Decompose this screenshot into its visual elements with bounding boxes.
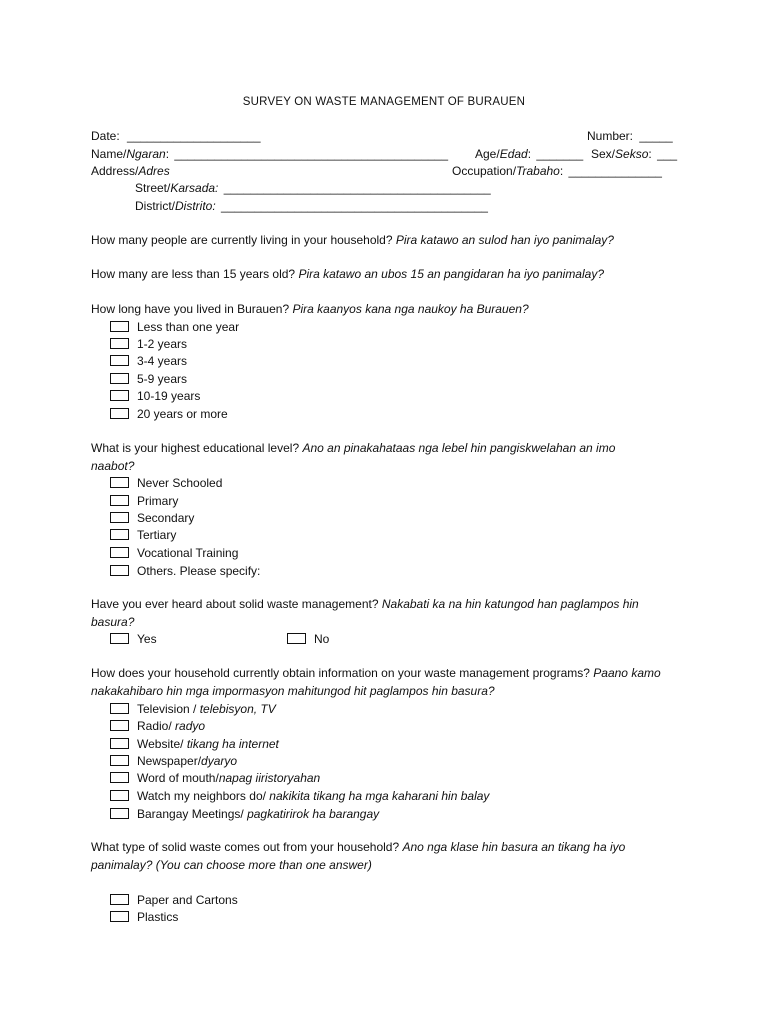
option-label: Paper and Cartons: [137, 893, 238, 907]
question-text-waray: Nakabati ka na hin katungod han paglampos hin basura?: [91, 597, 639, 629]
option-row[interactable]: [110, 493, 178, 509]
occupation-label-waray: Trabaho: [516, 164, 560, 178]
question-text: What type of solid waste comes out from your household?: [91, 840, 400, 854]
option-label: 3-4 years: [137, 354, 188, 368]
address-label-row: [91, 163, 170, 179]
question-education: [91, 440, 661, 475]
checkbox[interactable]: [110, 355, 129, 366]
question-under-15: [91, 266, 691, 284]
question-text-waray: Ano an pinakahataas nga lebel hin pangiskwelahan an imo naabot?: [91, 441, 616, 473]
option-label: Less than one year: [137, 320, 240, 334]
option-label: Primary: [137, 494, 179, 508]
option-label: 1-2 years: [137, 337, 188, 351]
option-label: Tertiary: [137, 528, 177, 542]
sex-label-waray: Sekso: [615, 147, 649, 161]
sex-colon: :: [648, 147, 652, 161]
option-row[interactable]: [110, 892, 238, 908]
option-label: Newspaper/: [137, 754, 202, 768]
option-label-waray: nakikita tikang ha mga kaharani hin balay: [269, 789, 490, 803]
option-label-waray: tikang ha internet: [186, 737, 279, 751]
option-row[interactable]: [110, 736, 279, 752]
age-colon: :: [527, 147, 532, 161]
checkbox[interactable]: [110, 565, 129, 576]
option-row[interactable]: [110, 319, 239, 335]
checkbox[interactable]: [110, 373, 129, 384]
age-field[interactable]: [475, 146, 583, 162]
checkbox[interactable]: [110, 755, 129, 766]
option-label-waray: radyo: [175, 719, 206, 733]
option-row[interactable]: [110, 527, 176, 543]
district-label-waray: Distrito:: [175, 199, 216, 213]
option-row[interactable]: [110, 701, 276, 717]
question-text-waray: Paano kamo nakakahibaro hin mga impormasyon mahitungod hit paglampos hin basura?: [91, 666, 661, 698]
occupation-label: Occupation/: [452, 164, 517, 178]
sex-blank: ___: [657, 147, 678, 161]
option-row[interactable]: [110, 545, 238, 561]
option-label: Vocational Training: [137, 546, 239, 560]
option-label-waray: pagkatirirok ha barangay: [247, 807, 380, 821]
option-label: Yes: [137, 632, 157, 646]
checkbox[interactable]: [110, 911, 129, 922]
name-field[interactable]: [91, 146, 448, 162]
option-label: Website/: [137, 737, 187, 751]
option-row[interactable]: [110, 806, 379, 822]
option-label: Never Schooled: [137, 476, 223, 490]
name-label-waray: Ngaran: [126, 147, 166, 161]
option-row[interactable]: [110, 563, 260, 579]
checkbox[interactable]: [110, 894, 129, 905]
district-field[interactable]: [135, 198, 488, 214]
question-years-lived: [91, 301, 691, 319]
option-row[interactable]: [110, 718, 205, 734]
option-row[interactable]: [110, 406, 228, 422]
checkbox[interactable]: [110, 477, 129, 488]
question-household-size: [91, 232, 691, 250]
checkbox[interactable]: [110, 512, 129, 523]
question-text: How long have you lived in Burauen?: [91, 302, 290, 316]
option-label: Secondary: [137, 511, 195, 525]
checkbox[interactable]: [110, 390, 129, 401]
age-blank: _______: [536, 147, 584, 161]
district-label: District/: [135, 199, 175, 213]
checkbox[interactable]: [110, 495, 129, 506]
option-row[interactable]: [110, 336, 187, 352]
checkbox[interactable]: [287, 633, 306, 644]
survey-title: SURVEY ON WASTE MANAGEMENT OF BURAUEN: [242, 96, 526, 108]
occupation-field[interactable]: [452, 163, 662, 179]
option-label-waray: napag iiristoryahan: [218, 771, 321, 785]
date-field[interactable]: [91, 128, 261, 144]
district-blank: ________________________________________: [221, 199, 488, 213]
checkbox[interactable]: [110, 790, 129, 801]
option-label: Television /: [137, 702, 200, 716]
option-label: Others. Please specify:: [137, 564, 261, 578]
option-label: Plastics: [137, 910, 179, 924]
option-label: Watch my neighbors do/: [137, 789, 270, 803]
question-text: How many are less than 15 years old?: [91, 267, 296, 281]
date-label: Date:: [91, 129, 120, 143]
street-field[interactable]: [135, 180, 491, 196]
option-row[interactable]: [110, 353, 187, 369]
option-row[interactable]: [110, 510, 194, 526]
question-text-waray: Pira kaanyos kana nga naukoy ha Burauen?: [292, 302, 529, 316]
option-row[interactable]: [110, 753, 237, 769]
checkbox[interactable]: [110, 633, 129, 644]
street-label: Street/: [135, 181, 171, 195]
checkbox[interactable]: [110, 547, 129, 558]
option-label: 5-9 years: [137, 372, 188, 386]
option-row[interactable]: [110, 388, 200, 404]
option-label: No: [314, 632, 330, 646]
option-no[interactable]: [287, 631, 329, 647]
number-field[interactable]: [587, 128, 673, 144]
checkbox[interactable]: [110, 408, 129, 419]
question-text: How many people are currently living in your household?: [91, 233, 393, 247]
option-label-waray: dyaryo: [201, 754, 238, 768]
sex-label: Sex/: [591, 147, 616, 161]
address-label: Address/: [91, 164, 139, 178]
sex-field[interactable]: [591, 146, 677, 162]
question-text: Have you ever heard about solid waste management?: [91, 597, 379, 611]
name-label: Name/: [91, 147, 127, 161]
option-label-waray: telebisyon, TV: [199, 702, 276, 716]
date-blank: ____________________: [127, 129, 261, 143]
question-waste-type: [91, 839, 671, 874]
checkbox[interactable]: [110, 808, 129, 819]
number-blank: _____: [639, 129, 673, 143]
option-yes[interactable]: [110, 631, 157, 647]
name-colon: :: [165, 147, 170, 161]
checkbox[interactable]: [110, 321, 129, 332]
option-row[interactable]: [110, 909, 178, 925]
checkbox[interactable]: [110, 738, 129, 749]
option-label: Radio/: [137, 719, 176, 733]
option-label: 20 years or more: [137, 407, 228, 421]
question-text-waray: Ano nga klase hin basura an tikang ha iyo panimalay? (You can choose more than one answer): [91, 840, 626, 872]
question-heard-swm: [91, 596, 671, 631]
number-label: Number:: [587, 129, 634, 143]
checkbox[interactable]: [110, 529, 129, 540]
question-text: What is your highest educational level?: [91, 441, 300, 455]
option-row[interactable]: [110, 475, 222, 491]
address-label-waray: Adres: [138, 164, 170, 178]
option-label: Barangay Meetings/: [137, 807, 248, 821]
question-info-source: [91, 665, 691, 700]
option-row[interactable]: [110, 788, 489, 804]
age-label: Age/: [475, 147, 500, 161]
option-label: 10-19 years: [137, 389, 201, 403]
checkbox[interactable]: [110, 338, 129, 349]
street-blank: ________________________________________: [223, 181, 491, 195]
checkbox[interactable]: [110, 720, 129, 731]
option-label: Word of mouth/: [137, 771, 219, 785]
option-row[interactable]: [110, 371, 187, 387]
age-label-waray: Edad: [499, 147, 528, 161]
question-text-waray: Pira katawo an ubos 15 an pangidaran ha iyo panimalay?: [298, 267, 604, 281]
street-label-waray: Karsada:: [170, 181, 219, 195]
name-blank: _________________________________________: [174, 147, 449, 161]
occupation-blank: ______________: [568, 164, 662, 178]
checkbox[interactable]: [110, 772, 129, 783]
question-text: How does your household currently obtain information on your waste management programs?: [91, 666, 590, 680]
question-text-waray: Pira katawo an sulod han iyo panimalay?: [395, 233, 614, 247]
checkbox[interactable]: [110, 703, 129, 714]
option-row[interactable]: [110, 770, 320, 786]
occupation-colon: :: [559, 164, 564, 178]
